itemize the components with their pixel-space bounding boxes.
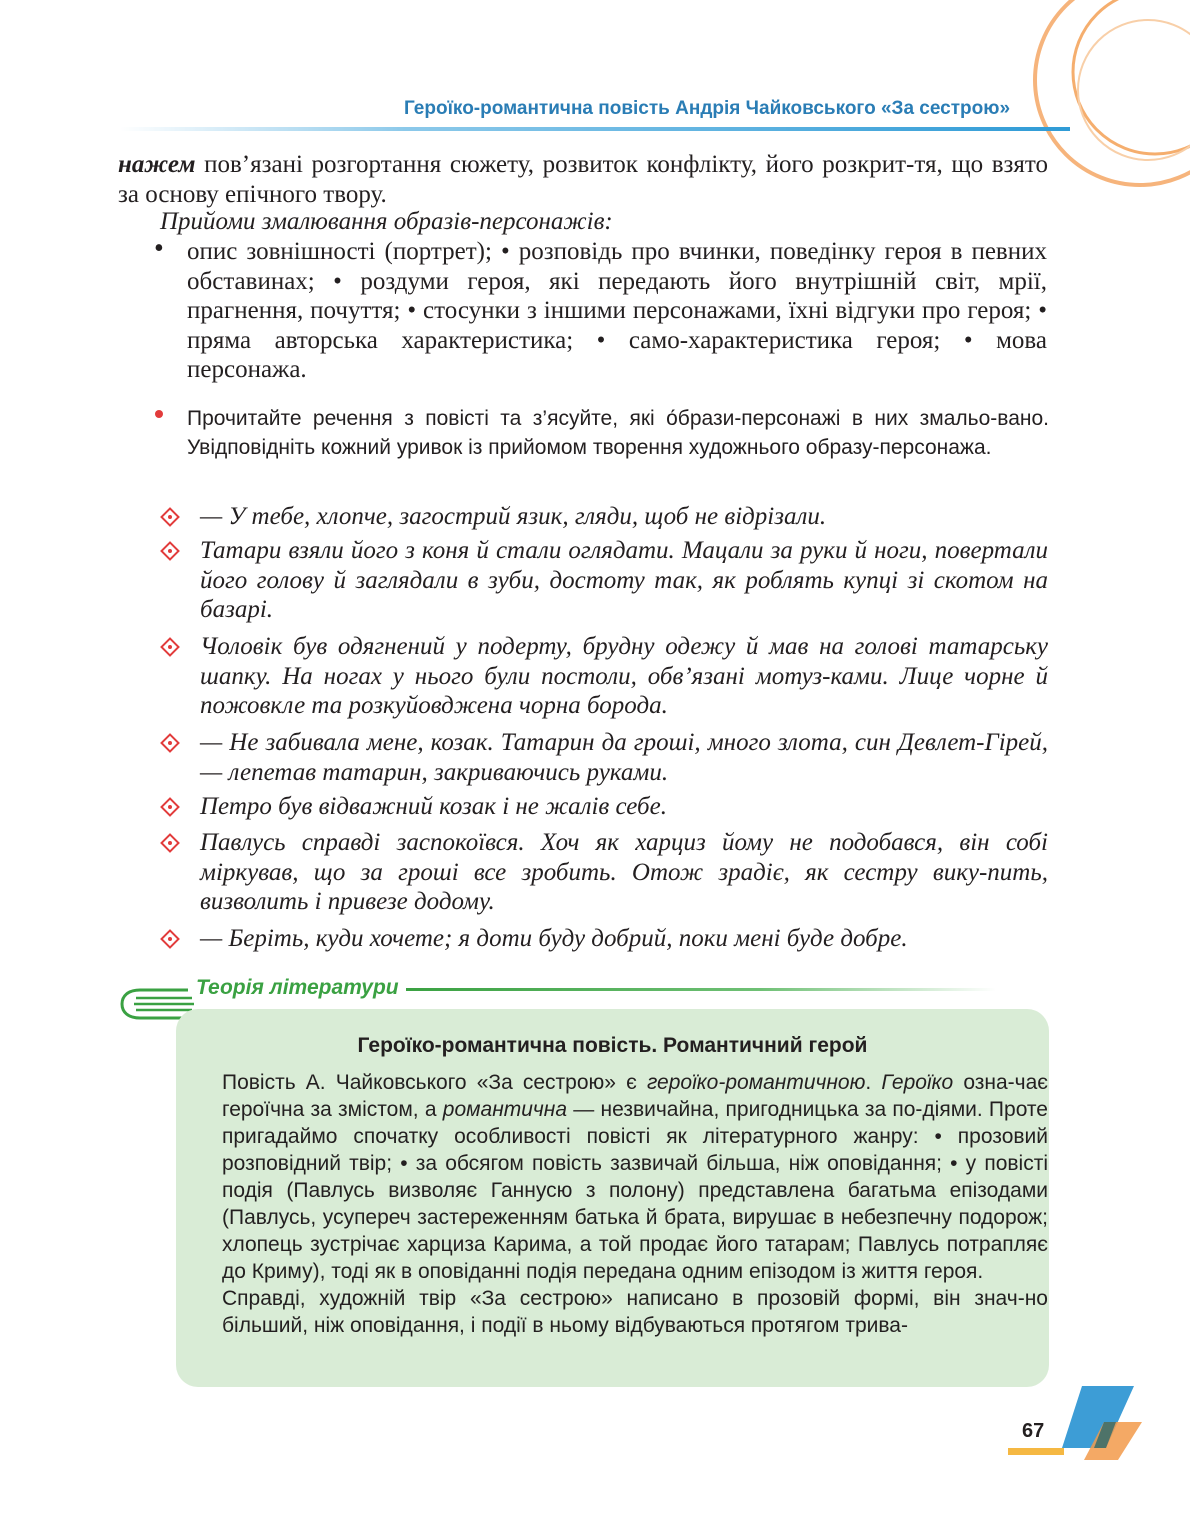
intro-text: пов’язані розгортання сюжету, розвиток конфлікту, його розкрит-тя, що взято за основу епічного твору. <box>118 151 1048 208</box>
quote-item: Татари взяли його з коня й стали оглядати. Мацали за руки й ноги, повертали його голову й заглядали в зуби, достоту так, як роблять купці зі скотом на базарі. <box>200 537 1048 623</box>
diamond-bullet-icon <box>160 541 180 561</box>
diamond-bullet-icon <box>160 797 180 817</box>
diamond-bullet-icon <box>160 733 180 753</box>
diamond-bullet-icon <box>160 507 180 527</box>
theory-text-segment: — незвичайна, пригодницька за по-діями. Проте пригадаймо спочатку особливості повісті як літературного жанру: • прозовий розповідний твір; • за обсягом повість зазвичай більша, ніж оповідання; • у повісті подія (Павлусь визволяє Ганнусю з полону) представлена багатьма епізодами (Павлусь, усупереч застереженням батька й брата, вирушає в небезпечну подорож; хлопець зустрічає харциза Карима, а той продає його татарам; Павлусь потрапляє до Криму), тоді як в оповіданні подія передана одним епізодом із життя героя. <box>222 1098 1048 1283</box>
theory-paragraph-2: Справді, художній твір «За сестрою» написано в прозовій формі, він знач-но більший, ніж оповідання, і події в ньому відбуваються протягом трива- <box>222 1287 1048 1337</box>
techniques-heading: Прийоми змалювання образів-персонажів: <box>160 208 613 235</box>
running-header: Героїко-романтична повість Андрія Чайковського «За сестрою» <box>404 98 1011 119</box>
theory-text-segment: Повість А. Чайковського «За сестрою» є <box>222 1071 647 1094</box>
bullet-icon: • <box>154 233 164 264</box>
theory-text-segment: . <box>865 1071 882 1094</box>
quote-item: — Не забивала мене, козак. Татарин да гроші, много злота, син Девлет-Гірей, — лепетав татарин, закриваючись руками. <box>200 729 1048 786</box>
theory-italic-term: романтична <box>442 1098 568 1121</box>
quote-item: — У тебе, хлопче, загострий язик, гляди, щоб не відрізали. <box>200 503 827 530</box>
page-number: 67 <box>1022 1420 1045 1442</box>
task-instruction: Прочитайте речення з повісті та з’ясуйте, які о́брази-персонажі в них змальо-вано. Увідповідніть кожний уривок із прийомом творення художнього образу-персонажа. <box>187 407 1049 459</box>
techniques-list: опис зовнішності (портрет); • розповідь про вчинки, поведінку героя в певних обставинах; • роздуми героя, які передають його внутрішній світ, мрії, прагнення, почуття; • стосунки з іншими персонажами, їхні відгуки про героя; • пряма авторська характеристика; • само-характеристика героя; • мова персонажа. <box>187 238 1047 383</box>
theory-italic-term: героїко-романтичною <box>646 1071 866 1094</box>
theory-heading: Героїко-романтична повість. Романтичний герой <box>357 1034 868 1057</box>
quote-item: — Беріть, куди хочете; я доти буду добрий, поки мені буде добре. <box>200 925 908 952</box>
theory-section-label: Теорія літератури <box>196 976 399 999</box>
quote-item: Петро був відважний козак і не жалів себе. <box>200 793 667 820</box>
diamond-bullet-icon <box>160 929 180 949</box>
theory-italic-term: Героїко <box>881 1071 954 1094</box>
diamond-bullet-icon <box>160 637 180 657</box>
quote-item: Чоловік був одягнений у подерту, брудну одежу й мав на голові татарську шапку. На ногах у нього були постоли, обв’язані мотуз-ками. Лице чорне й пожовкле та розкуйовджена чорна борода. <box>200 633 1048 719</box>
theory-text-segment: озна-чає героїчна за змістом, а <box>222 1071 1049 1121</box>
task-marker-icon <box>155 410 163 418</box>
theory-divider <box>406 988 996 991</box>
intro-bold-word: нажем <box>118 151 196 178</box>
header-divider <box>120 127 1070 131</box>
theory-body <box>222 1069 1048 1339</box>
diamond-bullet-icon <box>160 833 180 853</box>
quote-item: Павлусь справді заспокоївся. Хоч як харциз йому не подобався, він собі міркував, що за гроші все зробить. Отож зрадіє, як сестру вику-пить, визволить і привезе додому. <box>200 829 1048 915</box>
intro-paragraph <box>118 150 1048 209</box>
